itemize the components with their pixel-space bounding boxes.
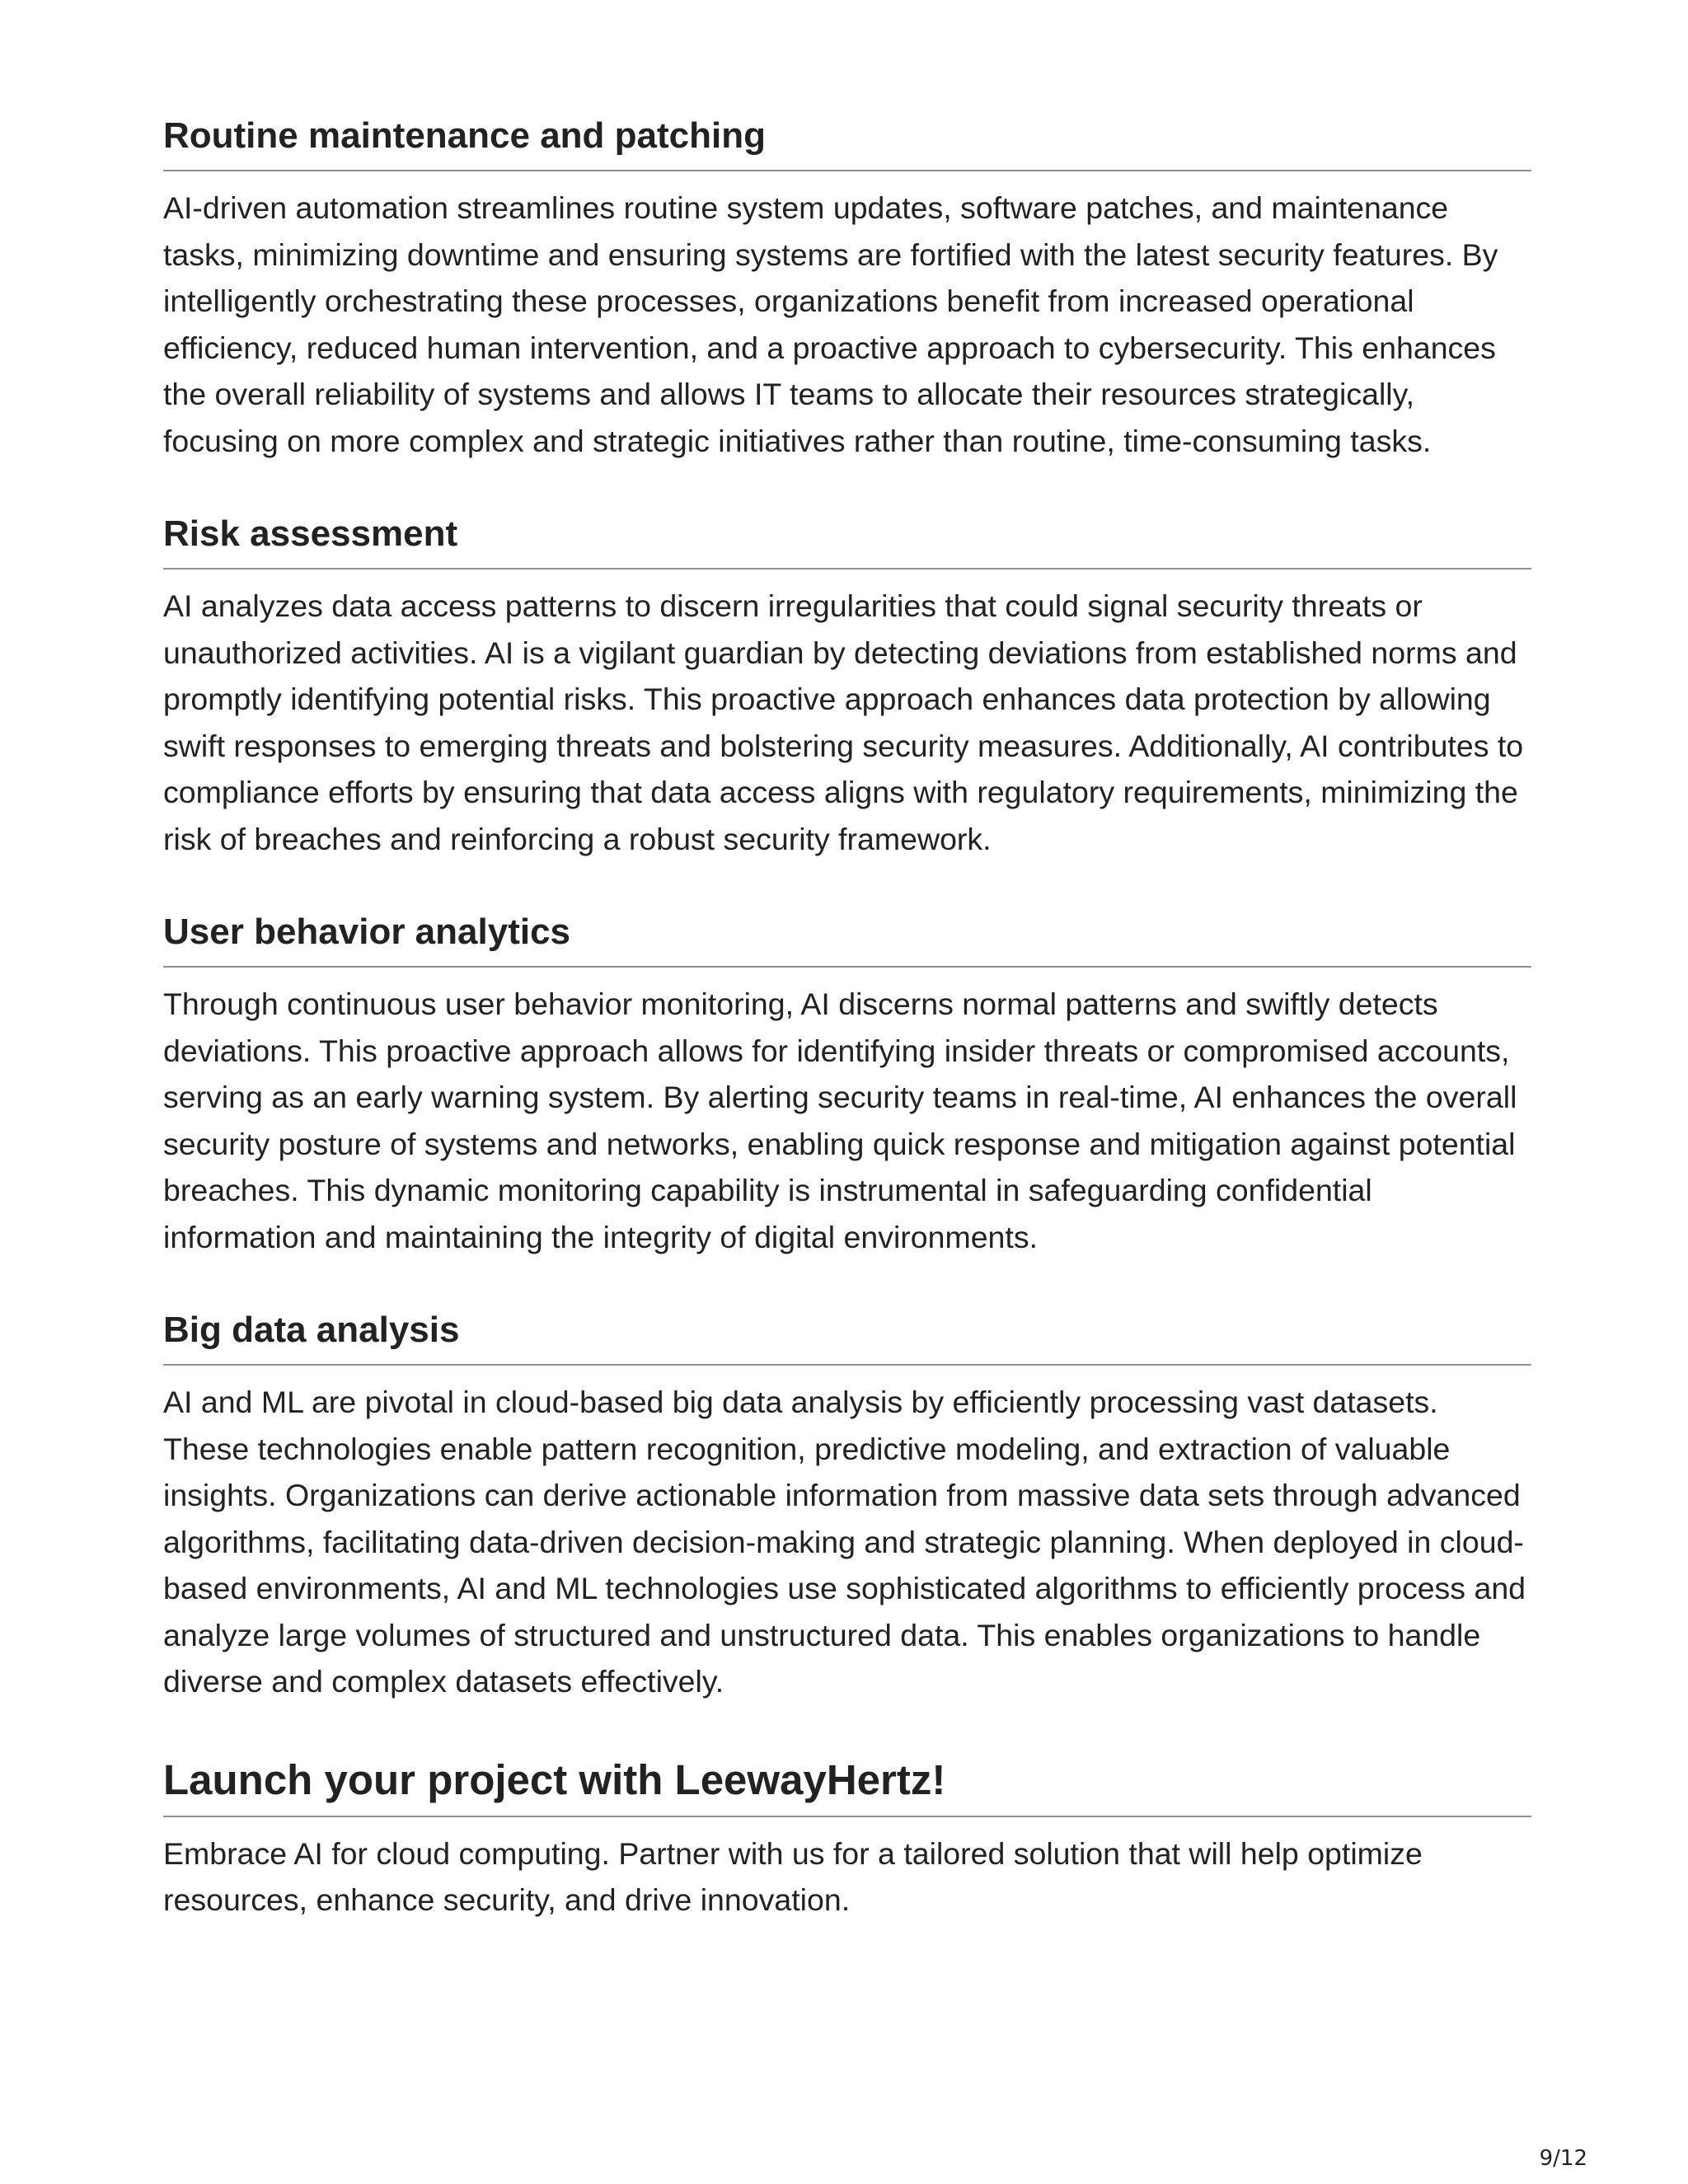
section-body: Through continuous user behavior monitoring, AI discerns normal patterns and swiftly detects deviations. This proactive approach allows for identifying insider threats or compromised accounts, serving as an early warning system. By alerting security teams in real-time, AI enhances the overall security posture of systems and networks, enabling quick response and mitigation against potential breaches. This dynamic monitoring capability is instrumental in safeguarding confidential information and maintaining the integrity of digital environments.: [163, 987, 1517, 1254]
page-number: 9/12: [1539, 2146, 1587, 2171]
section-heading: Routine maintenance and patching: [163, 109, 1531, 171]
section-heading: Risk assessment: [163, 507, 1531, 569]
section-routine-maintenance: [163, 109, 1531, 464]
section-heading: User behavior analytics: [163, 905, 1531, 968]
launch-heading: Launch your project with LeewayHertz!: [163, 1751, 1531, 1817]
launch-body: Embrace AI for cloud computing. Partner with us for a tailored solution that will help optimize resources, enhance security, and drive innovation.: [163, 1835, 1423, 1917]
document-content: [163, 109, 1531, 1924]
section-risk-assessment: [163, 507, 1531, 862]
section-body: AI-driven automation streamlines routine system updates, software patches, and maintenance tasks, minimizing downtime and ensuring systems are fortified with the latest security features. By intelligently orchestrating these processes, organizations benefit from increased operational efficiency, reduced human intervention, and a proactive approach to cybersecurity. This enhances the overall reliability of systems and allows IT teams to allocate their resources strategically, focusing on more complex and strategic initiatives rather than routine, time-consuming tasks.: [163, 190, 1498, 458]
section-user-behavior-analytics: [163, 905, 1531, 1260]
section-body: AI and ML are pivotal in cloud-based big data analysis by efficiently processing vast datasets. These technologies enable pattern recognition, predictive modeling, and extraction of valuable insights. Organizations can derive actionable information from massive data sets through advanced algorithms, facilitating data-driven decision-making and strategic planning. When deployed in cloud-based environments, AI and ML technologies use sophisticated algorithms to efficiently process and analyze large volumes of structured and unstructured data. This enables organizations to handle diverse and complex datasets effectively.: [163, 1385, 1526, 1699]
section-heading: Big data analysis: [163, 1303, 1531, 1366]
section-big-data-analysis: [163, 1303, 1531, 1705]
section-launch-project: [163, 1751, 1531, 1924]
section-body: AI analyzes data access patterns to discern irregularities that could signal security threats or unauthorized activities. AI is a vigilant guardian by detecting deviations from established norms and promptly identifying potential risks. This proactive approach enhances data protection by allowing swift responses to emerging threats and bolstering security measures. Additionally, AI contributes to compliance efforts by ensuring that data access aligns with regulatory requirements, minimizing the risk of breaches and reinforcing a robust security framework.: [163, 588, 1524, 856]
